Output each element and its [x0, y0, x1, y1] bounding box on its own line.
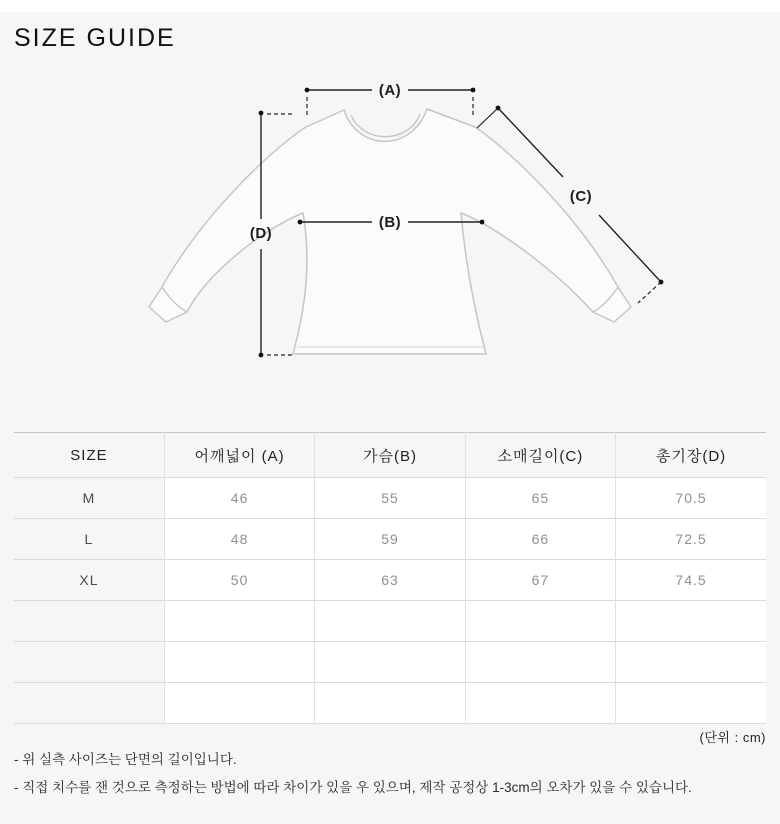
measure-dot: [298, 220, 303, 225]
value-cell: 66: [465, 519, 615, 560]
measure-label-d: (D): [249, 225, 273, 242]
size-cell: L: [84, 531, 94, 547]
value-cell: [315, 642, 465, 683]
table-row-m: [14, 478, 766, 519]
value-cell: 50: [164, 560, 314, 601]
value-cell: [616, 683, 766, 724]
size-table: [14, 432, 766, 724]
measure-dot: [259, 111, 264, 116]
size-cell: XL: [79, 572, 99, 588]
col-header-chest: 가슴(B): [315, 433, 465, 478]
value-cell: [315, 683, 465, 724]
table-row-empty: [14, 642, 766, 683]
measure-tick-c-bottom: [638, 282, 661, 303]
measure-tick-c-top: [477, 108, 498, 128]
value-cell: 67: [465, 560, 615, 601]
measure-guide-a: [307, 97, 473, 117]
value-cell: 74.5: [616, 560, 766, 601]
value-cell: [465, 683, 615, 724]
col-header-shoulder: 어깨넓이 (A): [164, 433, 314, 478]
value-cell: 59: [315, 519, 465, 560]
value-cell: 55: [315, 478, 465, 519]
size-cell: [14, 642, 164, 683]
table-row-xl: [14, 560, 766, 601]
measure-label-a: (A): [378, 82, 402, 99]
value-cell: 63: [315, 560, 465, 601]
table-row-empty: [14, 601, 766, 642]
value-cell: 72.5: [616, 519, 766, 560]
size-cell: [14, 683, 164, 724]
value-cell: [164, 683, 314, 724]
value-cell: [164, 642, 314, 683]
value-cell: 46: [164, 478, 314, 519]
col-header-sleeve: 소매길이(C): [465, 433, 615, 478]
value-cell: 48: [164, 519, 314, 560]
col-header-size: SIZE: [70, 446, 108, 464]
col-header-length: 총기장(D): [616, 433, 766, 478]
size-table-header-row: [14, 433, 766, 478]
measure-dot: [259, 353, 264, 358]
measure-label-b: (B): [378, 214, 402, 231]
footnotes: [14, 746, 774, 802]
unit-note: (단위 : cm): [699, 730, 766, 745]
footnote-line: - 직접 치수를 잰 것으로 측정하는 방법에 따라 차이가 있을 우 있으며, 제작 공정상 1-3cm의 오차가 있을 수 있습니다.: [14, 780, 692, 795]
value-cell: [465, 642, 615, 683]
value-cell: 65: [465, 478, 615, 519]
page-title: SIZE GUIDE: [14, 24, 176, 52]
table-row-empty: [14, 683, 766, 724]
value-cell: [465, 601, 615, 642]
measure-label-c: (C): [569, 188, 593, 205]
measure-dot: [480, 220, 485, 225]
value-cell: [616, 601, 766, 642]
table-row-l: [14, 519, 766, 560]
value-cell: 70.5: [616, 478, 766, 519]
measure-dot: [471, 88, 476, 93]
size-cell: [14, 601, 164, 642]
value-cell: [616, 642, 766, 683]
value-cell: [164, 601, 314, 642]
value-cell: [315, 601, 465, 642]
shirt-outline: [149, 109, 631, 354]
footnote-line: - 위 실측 사이즈는 단면의 길이입니다.: [14, 752, 237, 767]
measure-dot: [305, 88, 310, 93]
size-cell: M: [82, 490, 96, 506]
